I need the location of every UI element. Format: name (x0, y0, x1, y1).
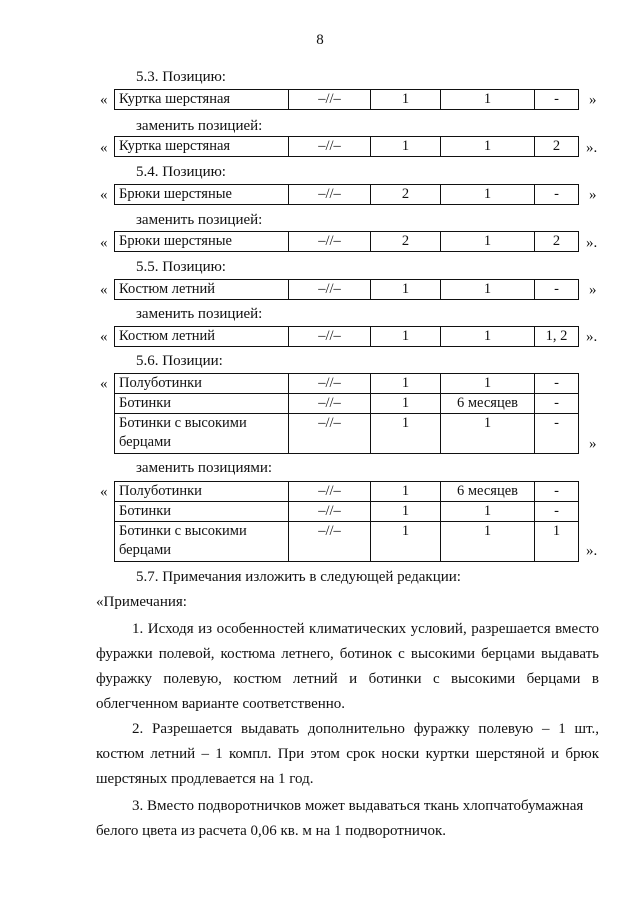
open-quote: « (100, 235, 108, 251)
cell-term: 1 (441, 280, 535, 300)
cell-item: Ботинки (115, 502, 289, 522)
cell-term: 1 (441, 522, 535, 562)
cell-qty: 1 (371, 280, 441, 300)
cell-ditto: –//– (289, 522, 371, 562)
table-row (115, 280, 579, 300)
cell-note: 1, 2 (535, 327, 579, 347)
cell-note: - (535, 394, 579, 414)
cell-item: Полуботинки (115, 374, 289, 394)
open-quote: « (100, 376, 108, 392)
cell-term: 1 (441, 90, 535, 110)
close-quote-dot: ». (586, 329, 598, 345)
cell-item: Ботинки (115, 394, 289, 414)
close-quote: » (589, 92, 597, 108)
cell-ditto: –//– (289, 280, 371, 300)
cell-ditto: –//– (289, 90, 371, 110)
cell-qty: 1 (371, 482, 441, 502)
cell-item: Куртка шерстяная (115, 90, 289, 110)
table-row (115, 185, 579, 205)
cell-term: 1 (441, 232, 535, 252)
table-5-4-new (114, 231, 579, 252)
cell-item: Куртка шерстяная (115, 137, 289, 157)
cell-item: Ботинки с высокими берцами (115, 522, 289, 562)
note-2-text: 2. Разрешается выдавать дополнительно фуражку полевую – 1 шт., костюм летний – 1 компл. При этом срок носки куртки шерстяной и брюк шерстяных продлевается на 1 год. (96, 721, 599, 787)
cell-ditto: –//– (289, 414, 371, 454)
cell-note: - (535, 502, 579, 522)
note-1 (96, 617, 599, 717)
open-quote: « (100, 329, 108, 345)
section-5-4-replace-label: заменить позицией: (136, 212, 263, 228)
notes-heading: «Примечания: (96, 594, 187, 610)
page-number: 8 (316, 32, 324, 48)
cell-term: 1 (441, 374, 535, 394)
cell-ditto: –//– (289, 185, 371, 205)
cell-term: 1 (441, 414, 535, 454)
close-quote-dot: ». (586, 140, 598, 156)
table-row (115, 374, 579, 394)
table-row (115, 394, 579, 414)
section-5-6-label: 5.6. Позиции: (136, 353, 223, 369)
table-5-6-old (114, 373, 579, 454)
table-row (115, 137, 579, 157)
table-5-4-old (114, 184, 579, 205)
section-5-4-label: 5.4. Позицию: (136, 164, 226, 180)
section-5-3-replace-label: заменить позицией: (136, 118, 263, 134)
cell-item: Брюки шерстяные (115, 232, 289, 252)
cell-term: 1 (441, 185, 535, 205)
section-5-6-replace-label: заменить позициями: (136, 460, 273, 476)
close-quote: » (589, 282, 597, 298)
open-quote: « (100, 484, 108, 500)
cell-term: 1 (441, 502, 535, 522)
note-1-text: 1. Исходя из особенностей климатических условий, разрешается вместо фуражки полевой, костюма летнего, ботинок с высокими берцами выдавать фуражку полевую, костюм летний и ботинки с высокими берцами в облегченном варианте соответственно. (96, 621, 599, 712)
close-quote-dot: ». (586, 235, 598, 251)
cell-note: 2 (535, 232, 579, 252)
cell-term: 1 (441, 137, 535, 157)
section-5-3-label: 5.3. Позицию: (136, 69, 226, 85)
cell-note: 2 (535, 137, 579, 157)
open-quote: « (100, 187, 108, 203)
cell-note: - (535, 90, 579, 110)
note-3-text: 3. Вместо подворотничков может выдаваться ткань хлопчатобумажная белого цвета из расчета 0,06 кв. м на 1 подворотничок. (96, 798, 584, 839)
cell-term: 6 месяцев (441, 482, 535, 502)
open-quote: « (100, 140, 108, 156)
cell-ditto: –//– (289, 137, 371, 157)
cell-ditto: –//– (289, 394, 371, 414)
table-row (115, 522, 579, 562)
cell-note: - (535, 414, 579, 454)
table-5-3-old (114, 89, 579, 110)
cell-note: - (535, 482, 579, 502)
cell-ditto: –//– (289, 327, 371, 347)
cell-item: Полуботинки (115, 482, 289, 502)
cell-qty: 1 (371, 137, 441, 157)
table-row (115, 327, 579, 347)
cell-term: 1 (441, 327, 535, 347)
cell-ditto: –//– (289, 482, 371, 502)
close-quote: » (589, 436, 597, 452)
cell-note: - (535, 185, 579, 205)
cell-qty: 1 (371, 90, 441, 110)
table-5-5-old (114, 279, 579, 300)
cell-qty: 1 (371, 502, 441, 522)
table-5-5-new (114, 326, 579, 347)
cell-qty: 1 (371, 394, 441, 414)
section-5-5-replace-label: заменить позицией: (136, 306, 263, 322)
table-row (115, 414, 579, 454)
cell-term: 6 месяцев (441, 394, 535, 414)
section-5-7-label: 5.7. Примечания изложить в следующей редакции: (136, 569, 461, 585)
open-quote: « (100, 92, 108, 108)
cell-ditto: –//– (289, 232, 371, 252)
table-5-3-new (114, 136, 579, 157)
cell-qty: 1 (371, 522, 441, 562)
cell-qty: 1 (371, 327, 441, 347)
close-quote-dot: ». (586, 543, 598, 559)
cell-item: Брюки шерстяные (115, 185, 289, 205)
note-2 (96, 717, 599, 792)
open-quote: « (100, 282, 108, 298)
cell-note: 1 (535, 522, 579, 562)
cell-note: - (535, 280, 579, 300)
cell-qty: 2 (371, 185, 441, 205)
table-row (115, 482, 579, 502)
cell-item: Ботинки с высокими берцами (115, 414, 289, 454)
section-5-5-label: 5.5. Позицию: (136, 259, 226, 275)
table-row (115, 502, 579, 522)
cell-ditto: –//– (289, 374, 371, 394)
cell-qty: 1 (371, 374, 441, 394)
table-row (115, 90, 579, 110)
note-3 (96, 794, 599, 844)
cell-qty: 2 (371, 232, 441, 252)
cell-item: Костюм летний (115, 280, 289, 300)
cell-note: - (535, 374, 579, 394)
cell-item: Костюм летний (115, 327, 289, 347)
cell-ditto: –//– (289, 502, 371, 522)
close-quote: » (589, 187, 597, 203)
cell-qty: 1 (371, 414, 441, 454)
table-row (115, 232, 579, 252)
table-5-6-new (114, 481, 579, 562)
